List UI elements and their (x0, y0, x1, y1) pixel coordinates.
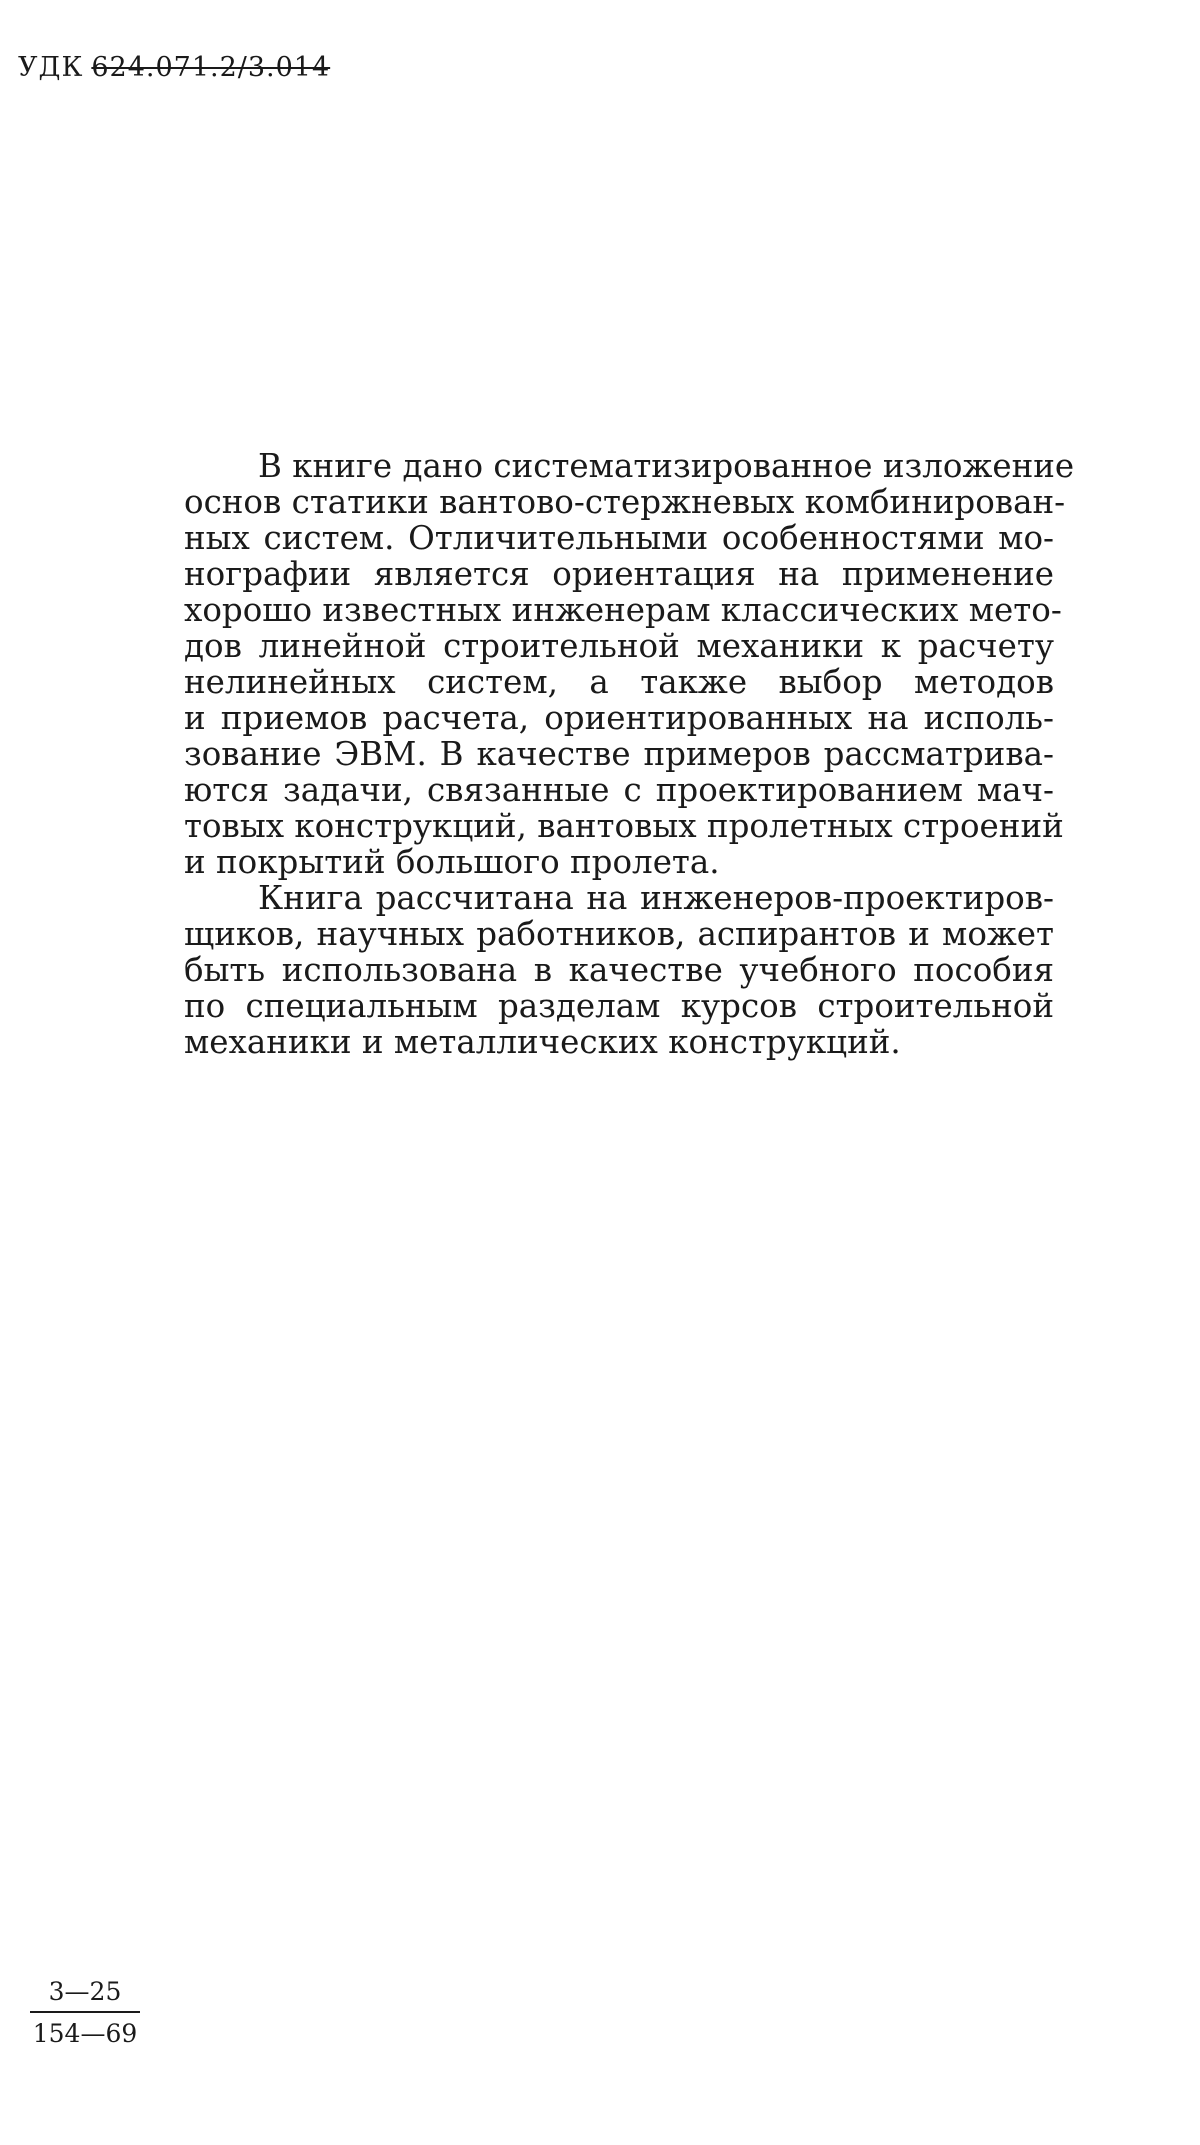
text-line: по специальным разделам курсов строительной (184, 987, 1054, 1025)
text-line: ются задачи, связанные с проектированием мач- (184, 771, 1054, 809)
text-line: В книге дано систематизированное изложение (258, 447, 1075, 485)
publication-code-numerator: 3—25 (48, 1977, 122, 2006)
text-line: нографии является ориентация на применение (184, 555, 1054, 593)
text-line: механики и металлических конструкций. (184, 1023, 901, 1061)
text-line: хорошо известных инженерам классических мето- (184, 591, 1062, 629)
text-line: Книга рассчитана на инженеров-проектиров- (258, 879, 1054, 917)
text-line: и покрытий большого пролета. (184, 843, 720, 881)
text-line: и приемов расчета, ориентированных на исполь- (184, 699, 1054, 737)
text-line: товых конструкций, вантовых пролетных строений (184, 807, 1064, 845)
annotation-paragraph (184, 447, 1075, 881)
annotation-text (184, 447, 1075, 1061)
fraction-bar (30, 2011, 140, 2013)
text-line: ных систем. Отличительными особенностями мо- (184, 519, 1054, 557)
udk-index (18, 52, 330, 83)
text-line: быть использована в качестве учебного пособия (184, 951, 1054, 989)
publication-code-denominator: 154—69 (32, 2019, 138, 2048)
udk-code: 624.071.2/3.014 (91, 52, 331, 83)
text-line: дов линейной строительной механики к расчету (184, 627, 1054, 665)
publication-code (30, 1975, 140, 2051)
text-line: щиков, научных работников, аспирантов и может (184, 915, 1054, 953)
text-line: нелинейных систем, а также выбор методов (184, 663, 1054, 701)
text-line: основ статики вантово-стержневых комбинирован- (184, 483, 1066, 521)
udk-label: УДК (18, 52, 84, 83)
text-line: зование ЭВМ. В качестве примеров рассматрива- (184, 735, 1054, 773)
annotation-paragraph (184, 880, 1054, 1060)
